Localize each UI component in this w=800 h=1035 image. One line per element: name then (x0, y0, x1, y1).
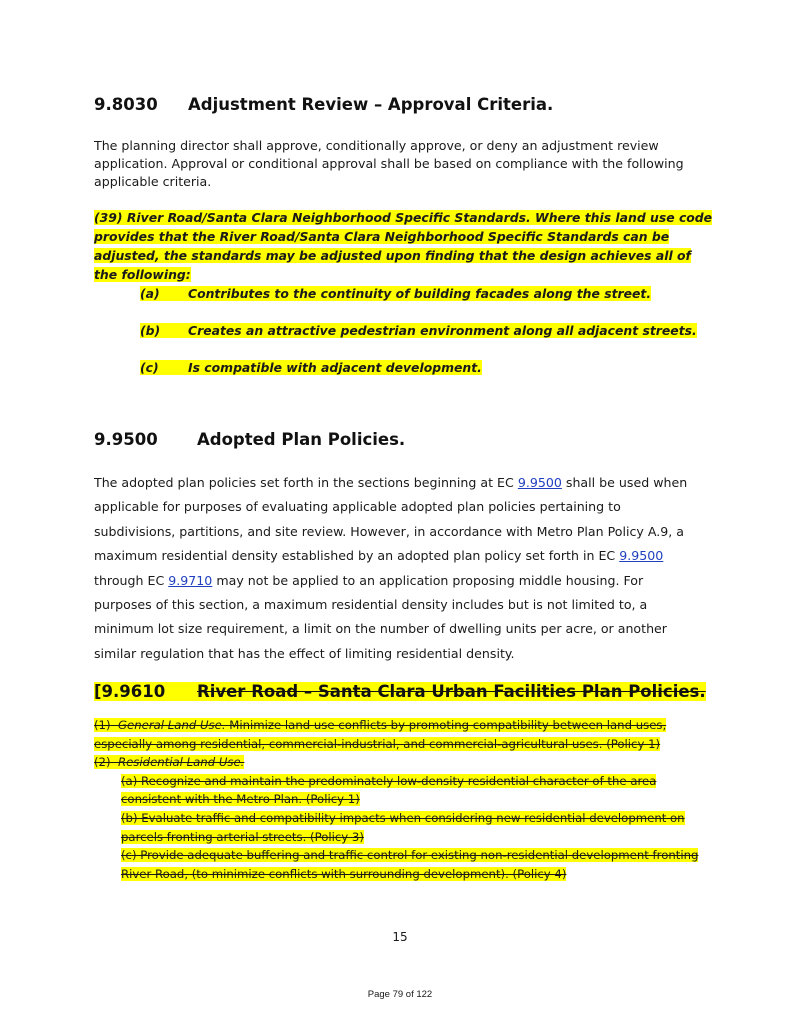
section-title: Adjustment Review – Approval Criteria. (188, 95, 554, 114)
paragraph-text: through EC (94, 572, 169, 588)
adopted-plan-paragraph (94, 471, 702, 666)
page-number: 15 (392, 930, 408, 944)
paragraph-text: The adopted plan policies set forth in the sections beginning at EC (94, 475, 518, 490)
link-9-9710[interactable]: 9.9710 (168, 572, 213, 588)
item-number: (1) (94, 718, 111, 732)
policy-sub-a: (a) Recognize and maintain the predominately low-density residential character of the area consistent with the Metro Plan. (Policy 1) (121, 773, 657, 807)
criterion-b-label: (b) (140, 323, 161, 338)
paragraph-text: shall be used when applicable for purposes of evaluating applicable adopted plan policies pertaining to subdivisions, partitions, and site review. However, in accordance with Metro Plan Policy A.9, a maximum residential density established by an adopted plan policy set forth in EC (94, 475, 688, 564)
item-label: Residential Land Use. (118, 755, 245, 770)
section-number: 9.8030 (94, 95, 158, 114)
link-9-9500-second[interactable]: 9.9500 (619, 548, 664, 564)
policy-sub-b: (b) Evaluate traffic and compatibility impacts when considering new residential development on parcels fronting arterial streets. (Policy 3) (121, 810, 685, 844)
criterion-c-label: (c) (140, 360, 159, 375)
paragraph-text: may not be applied to an application proposing middle housing. For purposes of this section, a maximum residential density includes but is not limited to, a minimum lot size requirement, a limit on the number of dwelling units per acre, or another similar regulation that has the effect of limiting residential density. (94, 572, 667, 661)
section-title: Adopted Plan Policies. (197, 430, 406, 449)
section-title: River Road – Santa Clara Urban Facilities Plan Policies. (197, 682, 706, 701)
criterion-c-text: Is compatible with adjacent development. (188, 360, 482, 375)
section-number: [9.9610 (94, 682, 166, 701)
item-number: (2) (94, 755, 111, 770)
criterion-a-label: (a) (140, 286, 160, 301)
policy-item-1 (94, 718, 666, 751)
section-intro-paragraph: The planning director shall approve, conditionally approve, or deny an adjustment review application. Approval or conditional approval shall be based on compliance with the following applicable criteria. (94, 138, 684, 189)
item-text: Minimize land use conflicts by promoting compatibility between land uses, especially among residential, commercial-industrial, and commercial-agricultural uses. (Policy 1) (94, 718, 667, 751)
policy-item-2 (94, 755, 244, 769)
criterion-a (140, 285, 651, 303)
criterion-a-text: Contributes to the continuity of building facades along the street. (188, 286, 652, 301)
link-9-9500[interactable]: 9.9500 (517, 475, 562, 490)
neighborhood-standards-paragraph (94, 208, 714, 284)
policy-sub-c: (c) Provide adequate buffering and traffic control for existing non-residential development fronting River Road, (to minimize conflicts with surrounding development). (Policy 4) (121, 848, 699, 881)
section-heading-9-9500 (94, 430, 405, 449)
item-label: General Land Use. (118, 718, 226, 732)
criterion-b-text: Creates an attractive pedestrian environment along all adjacent streets. (188, 323, 697, 338)
deleted-policies-block (94, 716, 714, 883)
section-heading-9-8030 (94, 95, 553, 114)
neighborhood-standards-text: (39) River Road/Santa Clara Neighborhood Specific Standards. Where this land use code provides that the River Road/Santa Clara Neighborhood Specific Standards can be adjusted, the standards may be adjusted upon finding that the design achieves all of the following: (94, 210, 713, 282)
criterion-c (140, 359, 482, 377)
section-number: 9.9500 (94, 430, 158, 449)
page-footer: Page 79 of 122 (367, 989, 433, 1000)
criterion-b (140, 322, 697, 340)
section-heading-9-9610 (94, 682, 706, 701)
